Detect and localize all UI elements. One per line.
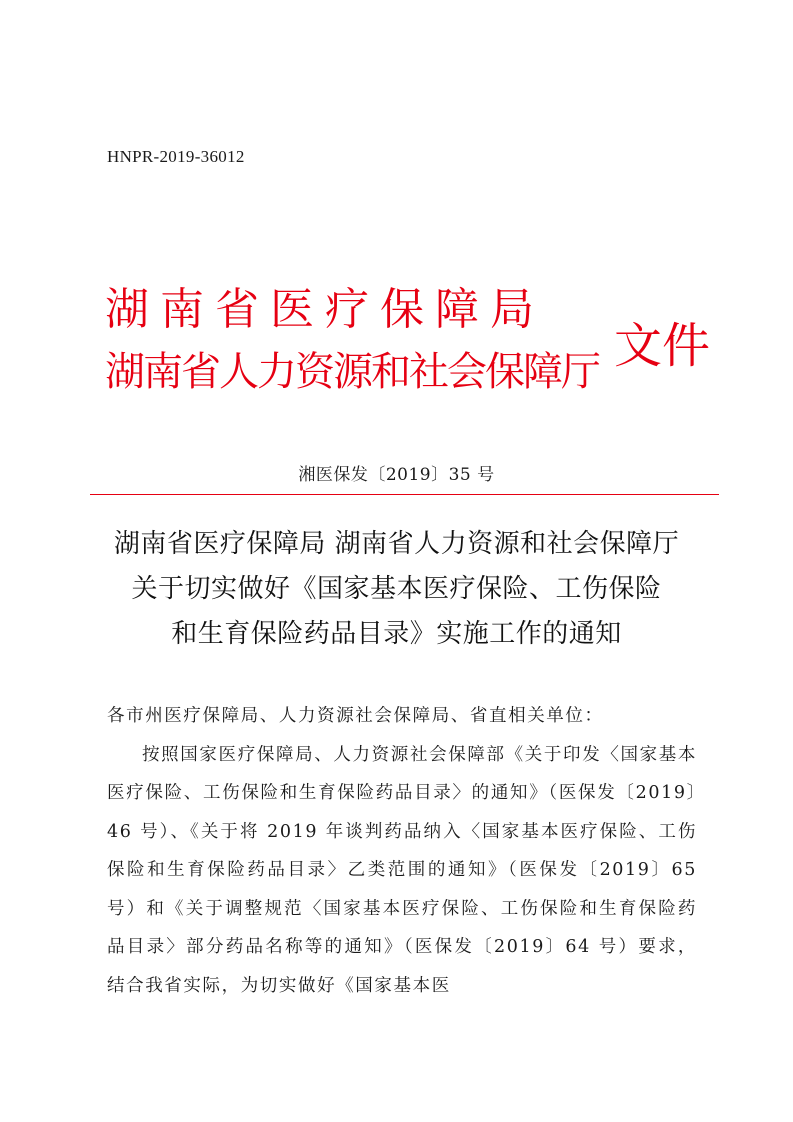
issuer-name-1: 湖南省医疗保障局 — [105, 284, 545, 335]
addressee: 各市州医疗保障局、人力资源社会保障局、省直相关单位： — [107, 706, 604, 726]
document-suffix: 文件 — [614, 318, 711, 374]
document-number: 湘医保发〔2019〕35 号 — [298, 465, 495, 485]
document-body — [107, 697, 697, 1005]
title-line: 湖南省医疗保障局 湖南省人力资源和社会保障厅 — [113, 529, 680, 559]
document-title — [0, 522, 793, 657]
title-line: 关于切实做好《国家基本医疗保险、工伤保险 — [131, 574, 662, 604]
issuer-name-2: 湖南省人力资源和社会保障厅 — [105, 349, 599, 395]
body-paragraph: 按照国家医疗保障局、人力资源社会保障部《关于印发〈国家基本医疗保险、工伤保险和生育保险药品目录〉的通知》（医保发〔2019〕46 号）、《关于将 2019 年谈判药品纳入〈国家基本医疗保险、工伤保险和生育保险药品目录〉乙类范围的通知》（医保发〔2019〕65 号）和《关于调整规范〈国家基本医疗保险、工伤保险和生育保险药品目录〉部分药品名称等的通知》（医保发〔2019〕64 号）要求，结合我省实际，为切实做好《国家基本医 — [107, 744, 697, 996]
red-separator-line — [90, 494, 719, 495]
title-line: 和生育保险药品目录》实施工作的通知 — [171, 619, 622, 649]
document-code: HNPR-2019-36012 — [107, 147, 245, 166]
